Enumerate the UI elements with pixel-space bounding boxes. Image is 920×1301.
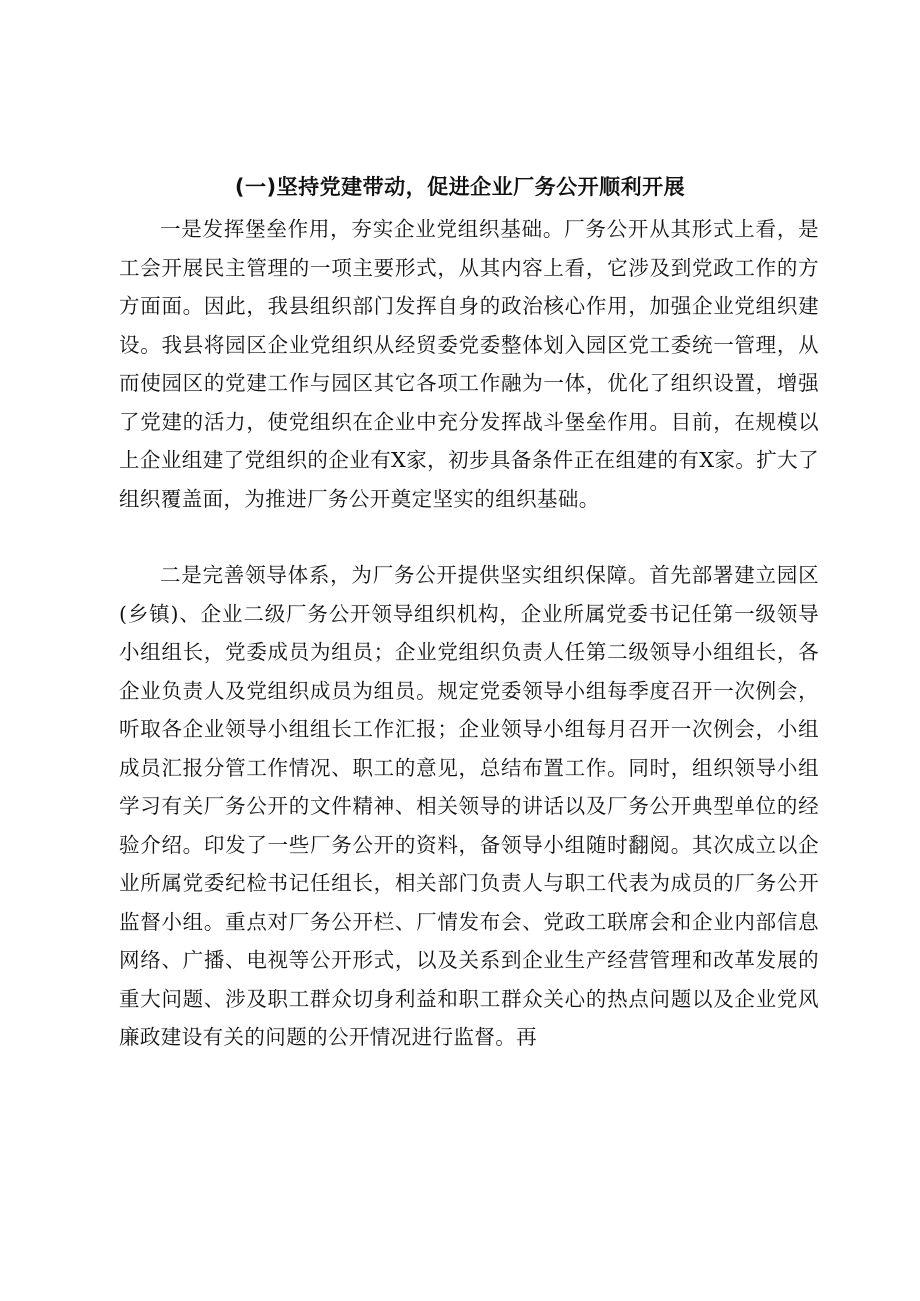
body-paragraph-2: 二是完善领导体系，为厂务公开提供坚实组织保障。首先部署建立园区(乡镇)、企业二级厂务公开领导组织机构，企业所属党委书记任第一级领导小组组长，党委成员为组员；企业党组织负责人任第二级领导小组组长，各企业负责人及党组织成员为组员。规定党委领导小组每季度召开一次例会，听取各企业领导小组组长工作汇报；企业领导小组每月召开一次例会，小组成员汇报分管工作情况、职工的意见，总结布置工作。同时，组织领导小组学习有关厂务公开的文件精神、相关领导的讲话以及厂务公开典型单位的经验介绍。印发了一些厂务公开的资料，备领导小组随时翻阅。其次成立以企业所属党委纪检书记任组长，相关部门负责人与职工代表为成员的厂务公开监督小组。重点对厂务公开栏、厂情发布会、党政工联席会和企业内部信息网络、广播、电视等公开形式，以及关系到企业生产经营管理和改革发展的重大问题、涉及职工群众切身利益和职工群众关心的热点问题以及企业党风廉政建设有关的问题的公开情况进行监督。再 <box>119 563 819 1049</box>
body-paragraph-1: 一是发挥堡垒作用，夯实企业党组织基础。厂务公开从其形式上看，是工会开展民主管理的一项主要形式，从其内容上看，它涉及到党政工作的方方面面。因此，我县组织部门发挥自身的政治核心作用，加强企业党组织建设。我县将园区企业党组织从经贸委党委整体划入园区党工委统一管理，从而使园区的党建工作与园区其它各项工作融为一体，优化了组织设置，增强了党建的活力，使党组织在企业中充分发挥战斗堡垒作用。目前，在规模以上企业组建了党组织的企业有X家，初步具备条件正在组建的有X家。扩大了组织覆盖面，为推进厂务公开奠定坚实的组织基础。 <box>119 217 819 511</box>
section-heading: (一)坚持党建带动，促进企业厂务公开顺利开展 <box>234 175 686 199</box>
